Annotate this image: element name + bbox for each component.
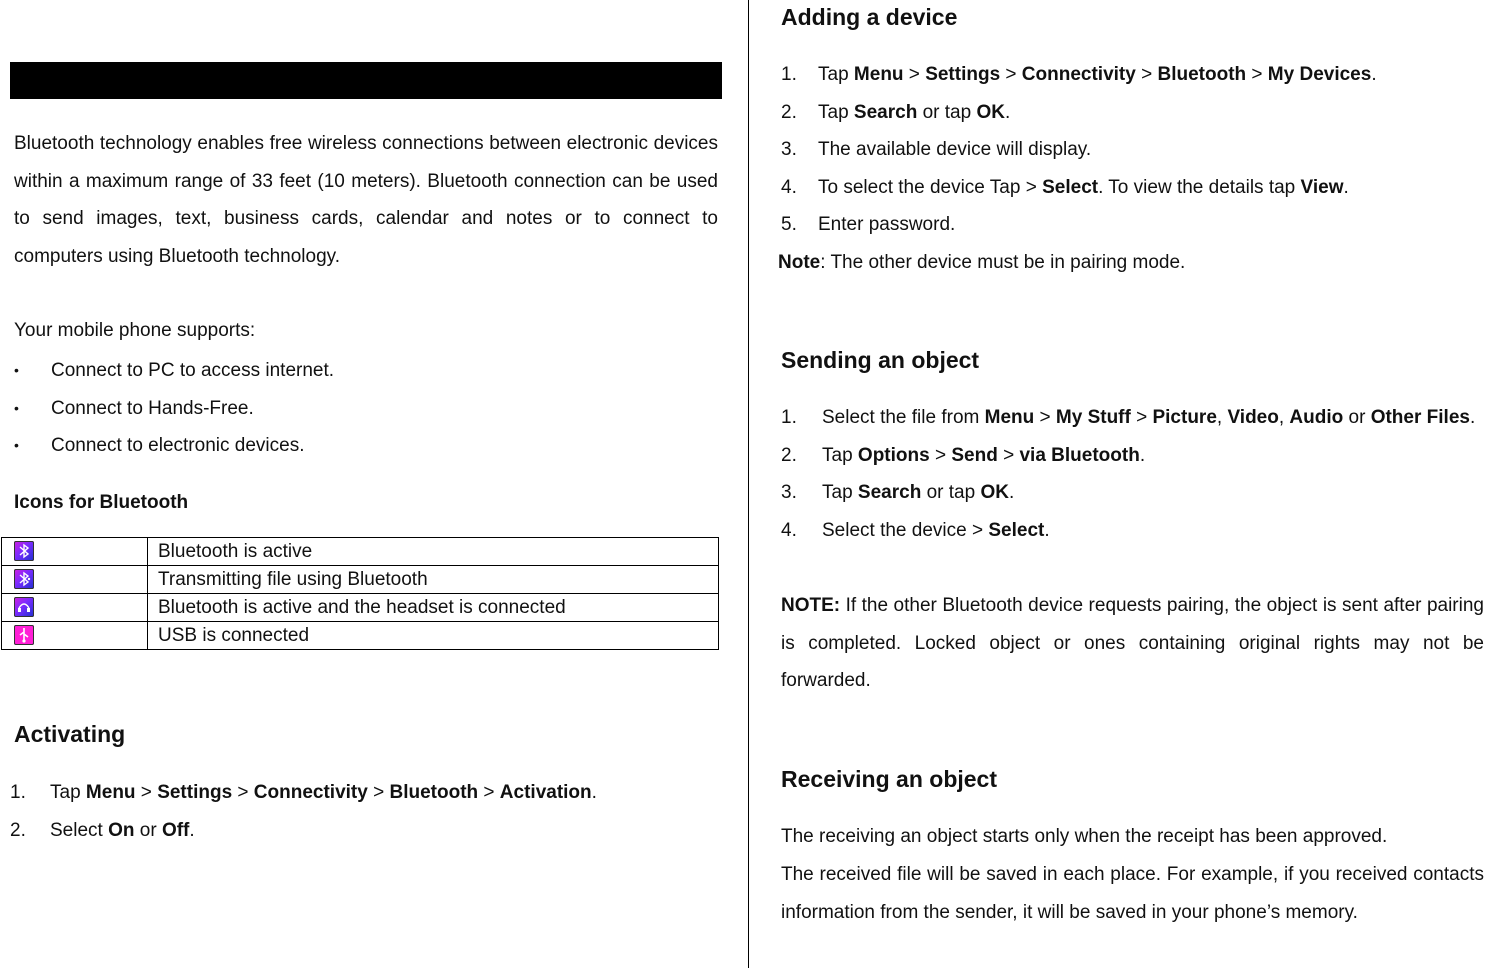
table-row [2,538,719,566]
icon-description: Bluetooth is active [148,538,719,566]
sending-steps [781,399,1486,549]
column-divider [748,0,749,968]
list-item: • Connect to Hands-Free. [14,390,334,428]
table-row [2,594,719,622]
sending-note: NOTE: If the other Bluetooth device requests pairing, the object is sent after pairing is completed. Locked object or ones containing original rights may not be forwarded. [781,595,1484,691]
receiving-paragraph-2: The received file will be saved in each place. For example, if you received contacts information from the sender, it will be saved in your phone’s memory. [781,864,1484,923]
adding-heading: Adding a device [781,4,958,30]
table-row [2,566,719,594]
list-item: 2. Select On or Off. [10,819,195,841]
icon-description: Transmitting file using Bluetooth [148,566,719,594]
icons-table [1,537,719,650]
sending-heading: Sending an object [781,347,980,373]
list-item: • Connect to PC to access internet. [14,352,334,390]
list-item: 1. Tap Menu > Settings > Connectivity > Bluetooth > Activation. [10,782,597,803]
list-item: 4. Select the device > Select. [781,519,1050,541]
usb-icon [14,625,34,645]
list-item: 3. Tap Search or tap OK. [781,482,1015,503]
activating-steps [10,774,597,849]
adding-note: Note: The other device must be in pairing mode. [778,252,1186,273]
list-item: 2. Tap Options > Send > via Bluetooth. [781,444,1146,466]
bullet-icon: • [14,437,19,453]
icons-section-title: Icons for Bluetooth [14,492,189,513]
icon-description: Bluetooth is active and the headset is connected [148,594,719,622]
list-item: 1. Select the file from Menu > My Stuff > Picture, Video, Audio or Other Files. [781,407,1476,428]
receiving-heading: Receiving an object [781,766,998,792]
bluetooth-headset-icon [14,597,34,617]
section-header-bar [10,62,722,99]
intro-paragraph: Bluetooth technology enables free wireless connections between electronic devices within a maximum range of 33 feet (10 meters). Bluetooth connection can be used to send images, text, business cards, calendar and notes or to connect to computers using Bluetooth technology. [14,133,718,267]
icon-description: USB is connected [148,622,719,650]
list-item: 3. The available device will display. [781,139,1092,160]
list-item: 1. Tap Menu > Settings > Connectivity > Bluetooth > My Devices. [781,64,1377,85]
supports-label: Your mobile phone supports: [14,320,256,341]
bluetooth-active-icon [14,541,34,561]
table-row [2,622,719,650]
list-item: 4. To select the device Tap > Select. To view the details tap View. [781,176,1349,198]
list-item: 2. Tap Search or tap OK. [781,101,1011,123]
bullet-icon: • [14,399,19,416]
adding-steps [781,56,1377,244]
list-item: • Connect to electronic devices. [14,427,334,465]
bluetooth-transmitting-icon [14,569,34,589]
bullet-icon: • [14,362,19,378]
list-item: 5. Enter password. [781,214,956,235]
activating-heading: Activating [14,721,126,747]
supports-list [14,352,334,465]
receiving-paragraph-1: The receiving an object starts only when the receipt has been approved. [781,826,1388,847]
